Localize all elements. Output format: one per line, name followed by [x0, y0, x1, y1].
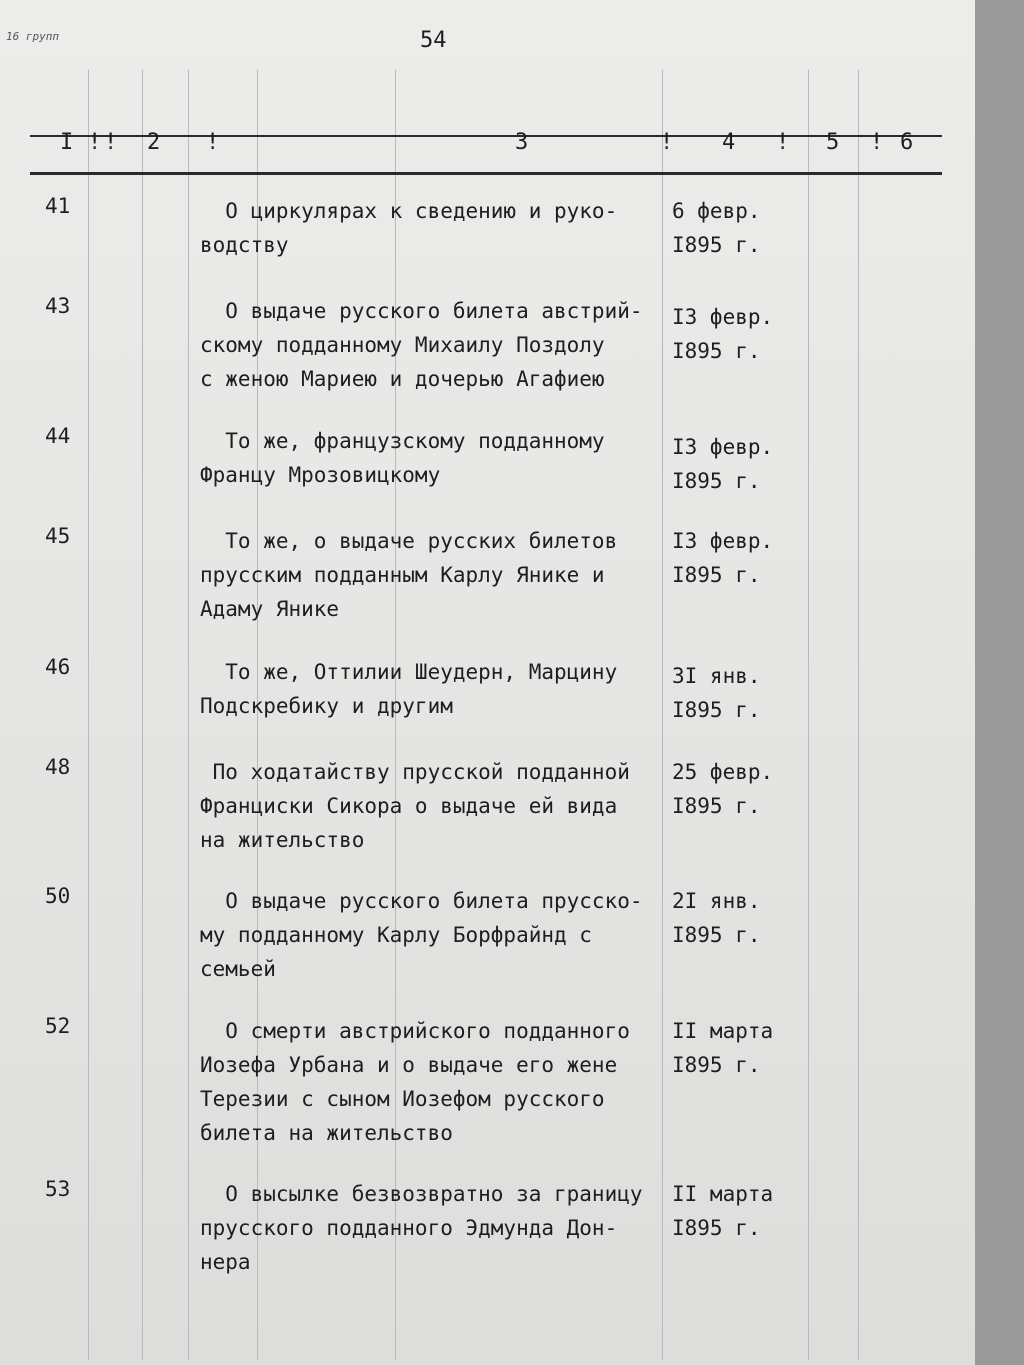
- column-rule: [142, 70, 143, 1360]
- entry-description: По ходатайству прусской подданной Франциски Сикора о выдаче ей вида на жительство: [200, 760, 630, 852]
- entry-date: II марта I895 г.: [672, 1182, 774, 1240]
- entry-number: 44: [45, 424, 71, 448]
- header-rule-bottom: [30, 172, 942, 175]
- column-rule: [188, 70, 189, 1360]
- entry-number: 41: [45, 194, 71, 218]
- entry-date: I3 февр. I895 г.: [672, 305, 774, 363]
- entry-number: 45: [45, 524, 71, 548]
- entry-number: 52: [45, 1014, 71, 1038]
- header-cell: 5: [826, 130, 840, 155]
- entry-description: О высылке безвозвратно за границу прусского подданного Эдмунда Дон- нера: [200, 1182, 643, 1274]
- header-cell: 2: [147, 130, 161, 155]
- header-separator: !: [88, 130, 102, 155]
- entry-description: О смерти австрийского подданного Иозефа Урбана и о выдаче его жене Терезии с сыном Иозефом русского билета на жительство: [200, 1019, 630, 1145]
- header-rule-top: [30, 135, 942, 137]
- page-number: 54: [420, 28, 447, 53]
- entry-number: 48: [45, 755, 71, 779]
- entry-date: 2I янв. I895 г.: [672, 889, 761, 947]
- entry-description: О циркулярах к сведению и руко- водству: [200, 199, 618, 257]
- header-separator: !: [660, 130, 674, 155]
- entry-date: I3 февр. I895 г.: [672, 529, 774, 587]
- entry-date: 25 февр. I895 г.: [672, 760, 774, 818]
- column-rule: [858, 70, 859, 1360]
- entry-description: То же, Оттилии Шеудерн, Марцину Подскребику и другим: [200, 660, 618, 718]
- entry-date: I3 февр. I895 г.: [672, 435, 774, 493]
- header-cell: 6: [900, 130, 914, 155]
- header-separator: !: [104, 130, 118, 155]
- entry-number: 50: [45, 884, 71, 908]
- entry-number: 53: [45, 1177, 71, 1201]
- corner-mark: 16 групп: [6, 30, 59, 43]
- column-rule: [808, 70, 809, 1360]
- entry-description: То же, французскому подданному Францу Мрозовицкому: [200, 429, 605, 487]
- entry-date: 6 февр. I895 г.: [672, 199, 761, 257]
- background-edge: [975, 0, 1024, 1365]
- header-cell: 3: [515, 130, 529, 155]
- entry-description: То же, о выдаче русских билетов прусским подданным Карлу Янике и Адаму Янике: [200, 529, 618, 621]
- entry-description: О выдаче русского билета австрий- скому подданному Михаилу Поздолу с женою Мариею и дочерью Агафиею: [200, 299, 643, 391]
- header-separator: !: [206, 130, 220, 155]
- header-cell: 4: [722, 130, 736, 155]
- header-separator: !: [870, 130, 884, 155]
- header-separator: !: [776, 130, 790, 155]
- entry-number: 46: [45, 655, 71, 679]
- entry-number: 43: [45, 294, 71, 318]
- header-cell: I: [60, 130, 74, 155]
- entry-date: 3I янв. I895 г.: [672, 664, 761, 722]
- entry-date: II марта I895 г.: [672, 1019, 774, 1077]
- entry-description: О выдаче русского билета прусско- му подданному Карлу Борфрайнд с семьей: [200, 889, 643, 981]
- column-rule: [88, 70, 89, 1360]
